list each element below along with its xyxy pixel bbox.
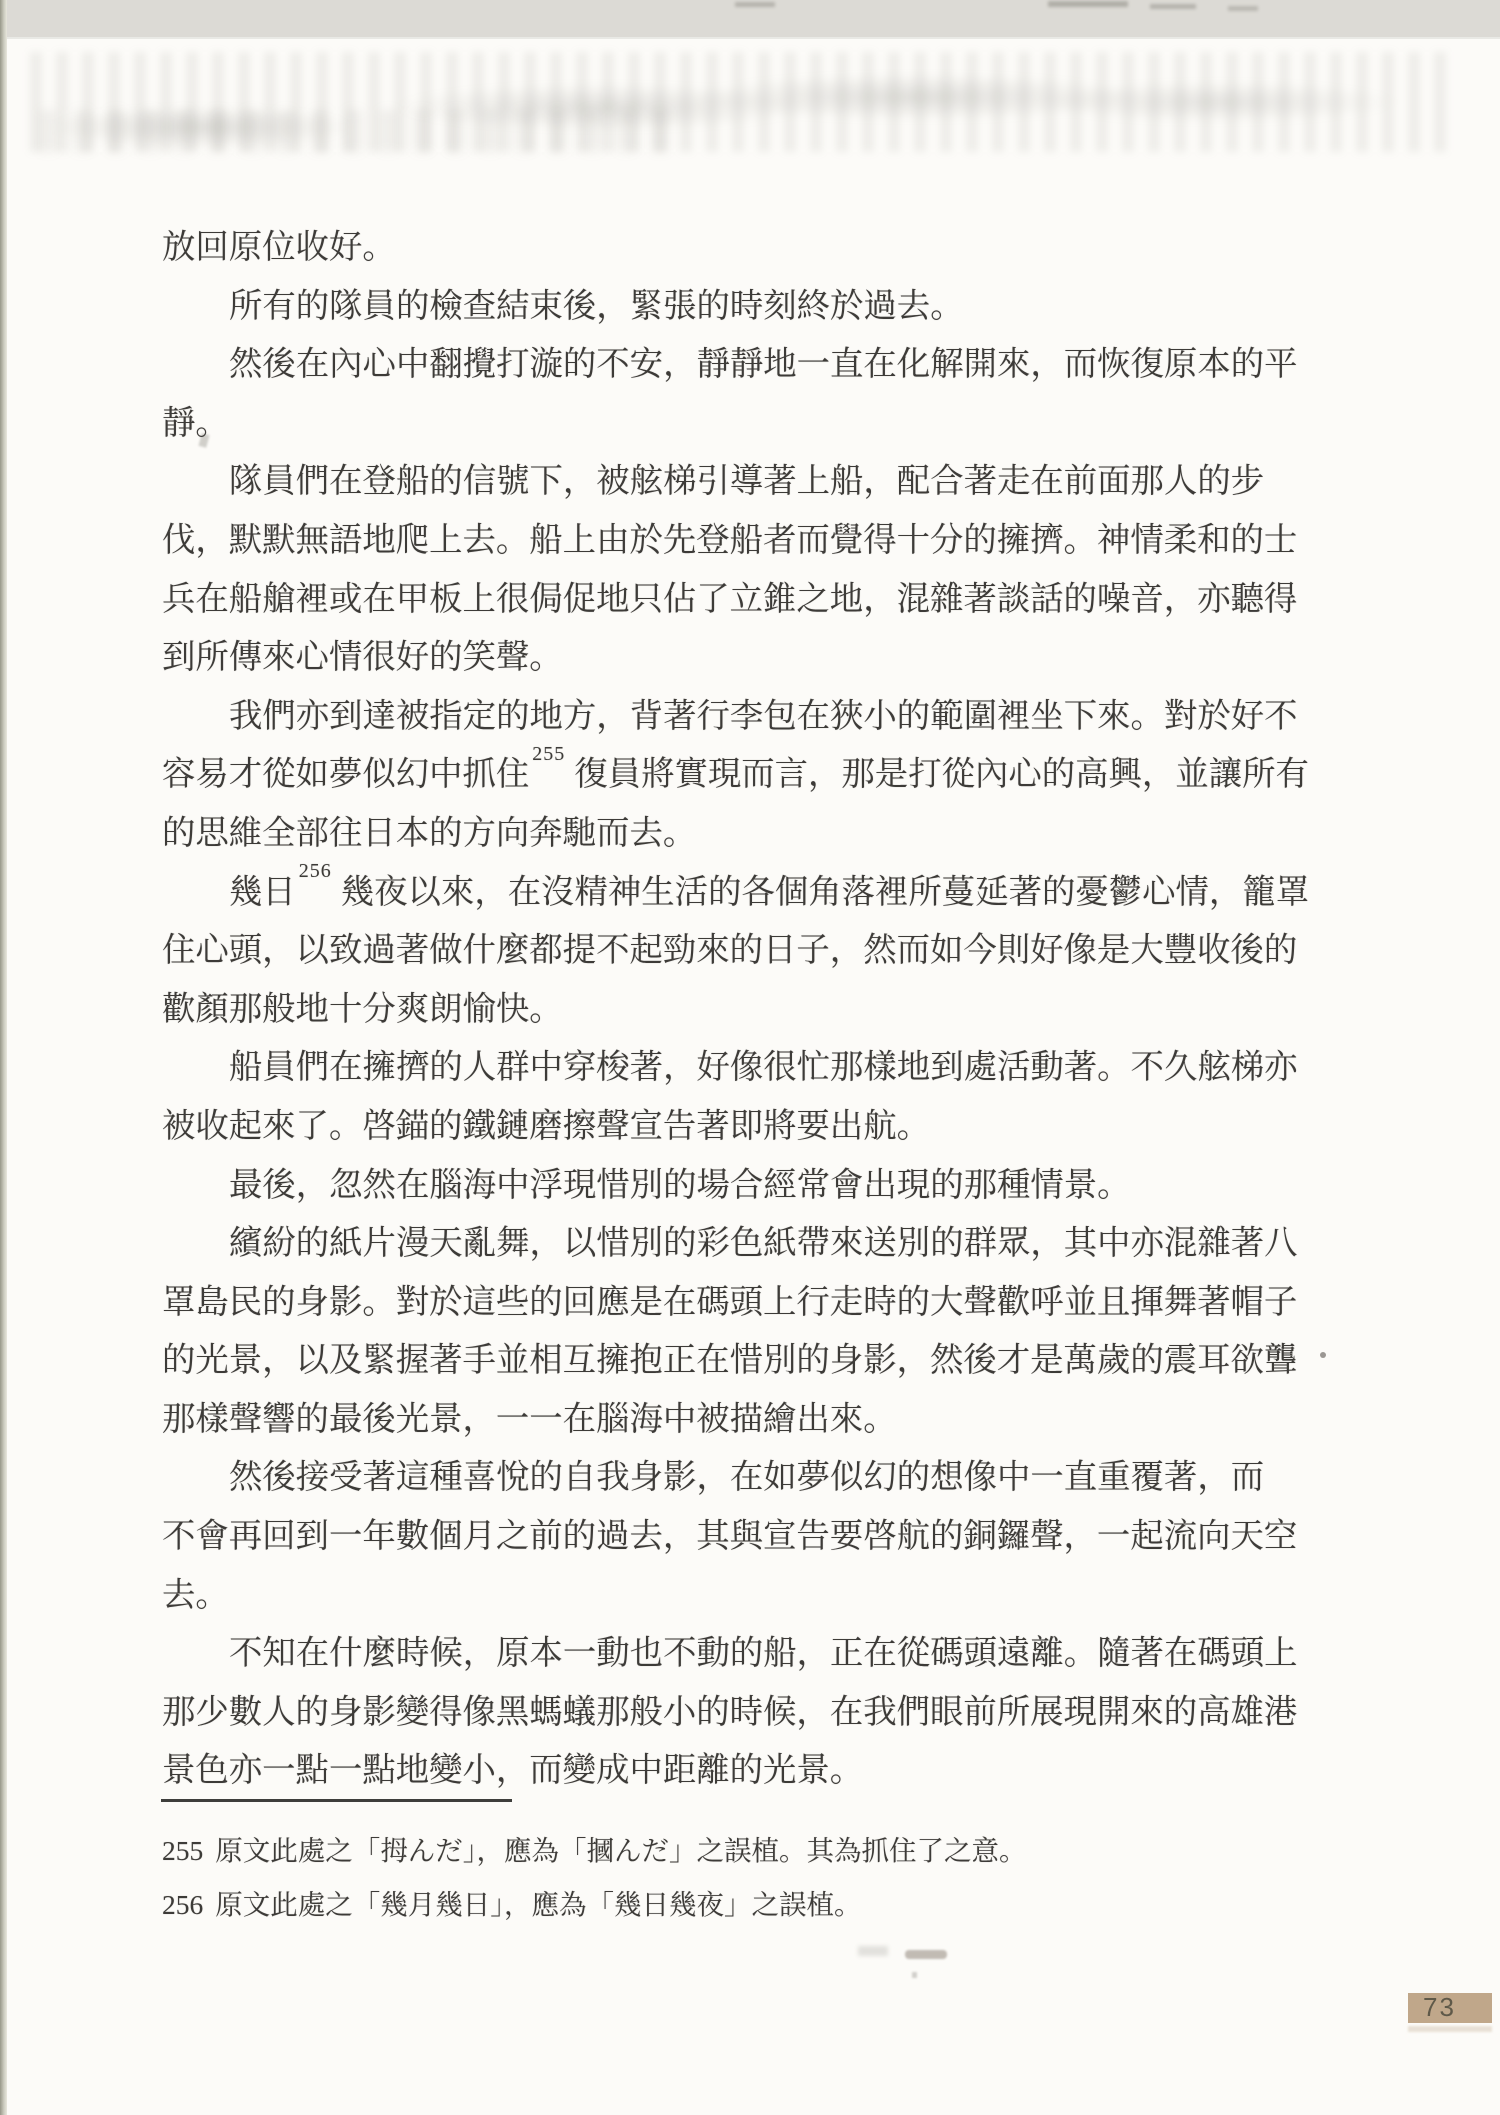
body-line-text: 靜。 bbox=[162, 404, 229, 442]
footnote-text: 原文此處之「拇んだ」，應為「摑んだ」之誤植。其為抓住了之意。 bbox=[215, 1835, 1027, 1866]
body-line bbox=[162, 1391, 1302, 1450]
body-line-text: 歡顏那般地十分爽朗愉快。 bbox=[162, 990, 563, 1028]
page-left-edge bbox=[0, 0, 7, 2115]
body-line bbox=[162, 981, 1302, 1040]
body-line-text: 罩島民的身影。對於這些的回應是在碼頭上行走時的大聲歡呼並且揮舞著帽子 bbox=[162, 1283, 1298, 1321]
body-line-text: 最後，忽然在腦海中浮現惜別的場合經常會出現的那種情景。 bbox=[229, 1166, 1131, 1204]
body-line-text: 去。 bbox=[162, 1576, 229, 1614]
body-line-text: 的光景，以及緊握著手並相互擁抱正在惜別的身影，然後才是萬歲的震耳欲聾 bbox=[162, 1342, 1298, 1380]
body-line bbox=[162, 336, 1302, 395]
footnote-number: 255 bbox=[162, 1835, 204, 1866]
body-line bbox=[162, 688, 1302, 747]
scan-artifact bbox=[1150, 4, 1196, 9]
page-number-badge-shadow bbox=[1408, 2026, 1492, 2032]
body-line bbox=[162, 922, 1302, 981]
body-line-text: 幾日 bbox=[229, 873, 296, 911]
body-line-text: 住心頭，以致過著做什麼都提不起勁來的日子，然而如今則好像是大豐收後的 bbox=[162, 932, 1298, 970]
body-line bbox=[162, 1332, 1302, 1391]
body-line-text: 景色亦一點一點地變小，而變成中距離的光景。 bbox=[162, 1752, 864, 1790]
body-line-text: 那樣聲響的最後光景，一一在腦海中被描繪出來。 bbox=[162, 1400, 897, 1438]
body-line bbox=[162, 1215, 1302, 1274]
body-line-text: 隊員們在登船的信號下，被舷梯引導著上船，配合著走在前面那人的步 bbox=[229, 463, 1265, 501]
body-text bbox=[162, 219, 1310, 1801]
body-line-text: 幾夜以來，在沒精神生活的各個角落裡所蔓延著的憂鬱心情，籠罩 bbox=[340, 873, 1310, 911]
body-line bbox=[162, 395, 1302, 454]
scan-artifact bbox=[1228, 6, 1258, 11]
body-line-text: 復員將實現而言，那是打從內心的高興，並讓所有 bbox=[574, 756, 1309, 794]
scan-artifact bbox=[905, 1950, 947, 1959]
body-line-text: 那少數人的身影變得像黑螞蟻那般小的時候，在我們眼前所展現開來的高雄港 bbox=[162, 1693, 1298, 1731]
body-line-text: 然後在內心中翻攪打漩的不安，靜靜地一直在化解開來，而恢復原本的平 bbox=[229, 346, 1298, 384]
footnote bbox=[162, 1878, 1342, 1932]
body-line-text: 的思維全部往日本的方向奔馳而去。 bbox=[162, 814, 697, 852]
scan-artifact bbox=[858, 1946, 888, 1956]
body-line bbox=[162, 512, 1302, 571]
body-line-text: 被收起來了。啓錨的鐵鏈磨擦聲宣告著即將要出航。 bbox=[162, 1107, 930, 1145]
body-line bbox=[162, 1274, 1302, 1333]
body-line-text: 然後接受著這種喜悅的自我身影，在如夢似幻的想像中一直重覆著，而 bbox=[229, 1459, 1265, 1497]
scan-artifact bbox=[1048, 1, 1128, 7]
body-line bbox=[162, 743, 1309, 805]
body-line bbox=[162, 1449, 1302, 1508]
body-line-text: 伐，默默無語地爬上去。船上由於先登船者而覺得十分的擁擠。神情柔和的士 bbox=[162, 521, 1298, 559]
scan-artifact bbox=[1320, 1352, 1326, 1358]
body-line bbox=[162, 1039, 1302, 1098]
body-line-text: 我們亦到達被指定的地方，背著行李包在狹小的範圍裡坐下來。對於好不 bbox=[229, 697, 1298, 735]
body-line bbox=[162, 1508, 1302, 1567]
body-line bbox=[162, 453, 1302, 512]
body-line bbox=[162, 1567, 1302, 1626]
body-line bbox=[162, 1742, 1302, 1801]
footnote-separator bbox=[161, 1799, 512, 1802]
body-line-text: 放回原位收好。 bbox=[162, 229, 396, 266]
body-line-text: 到所傳來心情很好的笑聲。 bbox=[162, 639, 563, 677]
body-line-text: 不知在什麼時候，原本一動也不動的船，正在從碼頭遠離。隨著在碼頭上 bbox=[229, 1635, 1298, 1673]
body-line-text: 繽紛的紙片漫天亂舞，以惜別的彩色紙帶來送別的群眾，其中亦混雜著八 bbox=[229, 1225, 1298, 1263]
bleed-through-band-secondary bbox=[40, 110, 680, 152]
footnote-text: 原文此處之「幾月幾日」，應為「幾日幾夜」之誤植。 bbox=[215, 1889, 862, 1920]
body-line bbox=[162, 805, 1302, 864]
page-number: 73 bbox=[1423, 1992, 1456, 2022]
body-line bbox=[162, 1098, 1302, 1157]
body-line-text: 船員們在擁擠的人群中穿梭著，好像很忙那樣地到處活動著。不久舷梯亦 bbox=[229, 1049, 1298, 1087]
body-line-text: 不會再回到一年數個月之前的過去，其與宣告要啓航的銅鑼聲，一起流向天空 bbox=[162, 1518, 1298, 1556]
body-line bbox=[162, 629, 1302, 688]
footnote-number: 256 bbox=[162, 1889, 204, 1920]
body-line bbox=[162, 219, 1302, 278]
body-line bbox=[162, 860, 1310, 923]
body-line bbox=[162, 1684, 1302, 1743]
body-line bbox=[162, 278, 1302, 337]
scan-artifact bbox=[912, 1972, 917, 1978]
body-line-text: 所有的隊員的檢查結束後，緊張的時刻終於過去。 bbox=[229, 287, 964, 325]
body-line bbox=[162, 571, 1302, 630]
scan-artifact bbox=[735, 2, 775, 7]
footnotes bbox=[162, 1824, 1342, 1932]
footnote-ref: 255 bbox=[532, 743, 566, 766]
footnote bbox=[162, 1824, 1342, 1878]
body-line bbox=[162, 1157, 1302, 1216]
body-line-text: 容易才從如夢似幻中抓住 bbox=[162, 756, 530, 794]
body-line bbox=[162, 1625, 1302, 1684]
body-line-text: 兵在船艙裡或在甲板上很侷促地只佔了立錐之地，混雜著談話的噪音，亦聽得 bbox=[162, 580, 1298, 618]
page-number-badge bbox=[1408, 1993, 1492, 2023]
footnote-ref: 256 bbox=[298, 860, 332, 883]
